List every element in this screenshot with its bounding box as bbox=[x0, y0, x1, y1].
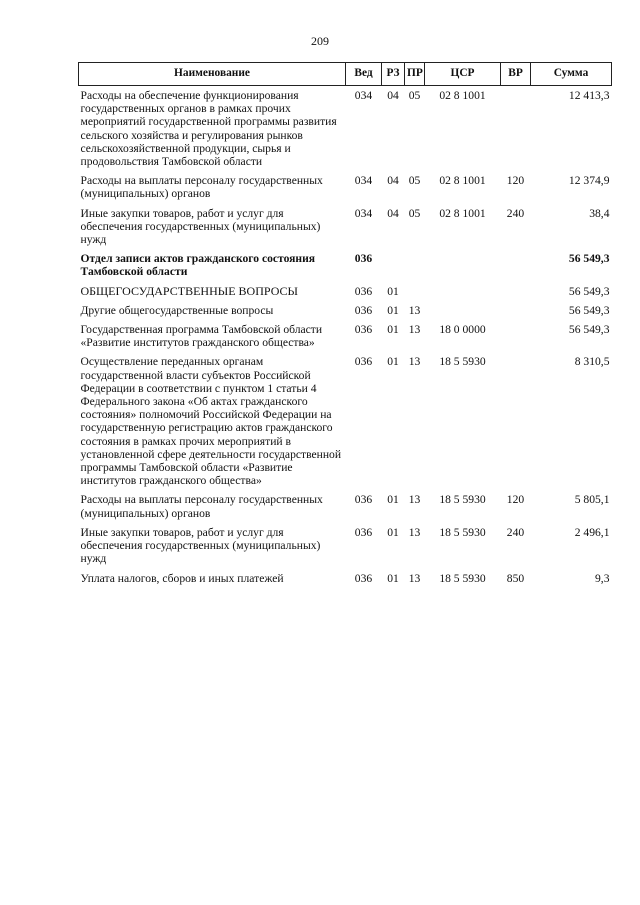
row-rz: 01 bbox=[387, 493, 399, 507]
table-row bbox=[79, 282, 612, 301]
row-name: Отдел записи актов гражданского состояния Тамбовской области bbox=[80, 252, 316, 279]
row-ved: 036 bbox=[354, 493, 373, 507]
header-name: Наименование bbox=[79, 63, 346, 86]
row-ved: 034 bbox=[354, 89, 373, 102]
row-csr bbox=[425, 249, 501, 281]
table-row bbox=[79, 301, 612, 320]
row-name: Расходы на выплаты персоналу государственных (муниципальных) органов bbox=[80, 493, 323, 520]
row-sum: 12 374,9 bbox=[568, 174, 610, 188]
row-pr: 05 bbox=[408, 174, 421, 188]
table-header-row bbox=[79, 63, 612, 86]
header-rz: РЗ bbox=[382, 63, 405, 86]
row-sum: 56 549,3 bbox=[568, 323, 610, 337]
row-name: Расходы на выплаты персоналу государственных (муниципальных) органов bbox=[80, 174, 323, 201]
row-pr: 05 bbox=[408, 89, 421, 102]
header-sum: Сумма bbox=[531, 63, 612, 86]
row-pr: 13 bbox=[408, 303, 421, 317]
row-name: Иные закупки товаров, работ и услуг для обеспечения государственных (муниципальных) нужд bbox=[80, 525, 321, 566]
row-ved: 036 bbox=[354, 303, 373, 317]
row-sum: 9,3 bbox=[595, 571, 610, 585]
row-pr: 13 bbox=[408, 571, 421, 585]
row-rz: 04 bbox=[387, 174, 399, 188]
row-rz: 01 bbox=[387, 323, 399, 337]
row-name: ОБЩЕГОСУДАРСТВЕННЫЕ ВОПРОСЫ bbox=[80, 283, 298, 298]
row-rz bbox=[382, 249, 405, 281]
row-vr bbox=[501, 352, 531, 490]
row-rz: 01 bbox=[387, 571, 399, 585]
row-csr: 02 8 1001 bbox=[439, 174, 486, 188]
table-row bbox=[79, 86, 612, 172]
row-rz: 01 bbox=[387, 303, 399, 317]
row-rz: 01 bbox=[387, 284, 399, 298]
row-vr: 240 bbox=[506, 206, 525, 220]
row-name: Иные закупки товаров, работ и услуг для обеспечения государственных (муниципальных) нужд bbox=[80, 206, 321, 247]
row-csr: 18 0 0000 bbox=[439, 323, 486, 337]
row-pr: 05 bbox=[408, 206, 421, 220]
row-pr: 13 bbox=[408, 323, 421, 337]
header-csr: ЦСР bbox=[425, 63, 501, 86]
row-ved: 036 bbox=[354, 355, 373, 369]
row-vr: 850 bbox=[506, 571, 525, 585]
header-pr: ПР bbox=[405, 63, 425, 86]
row-csr: 18 5 5930 bbox=[439, 493, 486, 507]
budget-table bbox=[78, 62, 612, 588]
row-csr bbox=[425, 301, 501, 320]
row-vr bbox=[501, 282, 531, 301]
page-number: 209 bbox=[311, 34, 329, 48]
row-csr: 18 5 5930 bbox=[439, 571, 486, 585]
row-rz: 01 bbox=[387, 525, 399, 539]
row-ved: 034 bbox=[354, 206, 373, 220]
row-ved: 036 bbox=[354, 571, 373, 585]
row-csr bbox=[425, 282, 501, 301]
table-row bbox=[79, 569, 612, 588]
row-pr: 13 bbox=[408, 493, 421, 507]
row-ved: 034 bbox=[354, 174, 373, 188]
row-vr: 120 bbox=[506, 493, 525, 507]
row-csr: 02 8 1001 bbox=[439, 206, 486, 220]
row-csr: 18 5 5930 bbox=[439, 355, 486, 369]
row-pr bbox=[405, 249, 425, 281]
row-ved: 036 bbox=[354, 323, 373, 337]
row-vr bbox=[501, 301, 531, 320]
row-sum: 38,4 bbox=[589, 206, 610, 220]
row-sum: 5 805,1 bbox=[574, 493, 610, 507]
row-rz: 04 bbox=[387, 206, 399, 220]
row-vr bbox=[501, 86, 531, 172]
table-row bbox=[79, 320, 612, 352]
row-vr: 120 bbox=[506, 174, 525, 188]
row-sum: 56 549,3 bbox=[568, 284, 610, 298]
row-pr bbox=[405, 282, 425, 301]
row-name: Расходы на обеспечение функционирования государственных органов в рамках прочих мероприятий государственной программы развития сельского хозяйства и регулирования рынков сельскохозяйственной продукции, сырья и продовольствия Тамбовской области bbox=[80, 89, 337, 169]
row-sum: 8 310,5 bbox=[574, 355, 610, 369]
table-row bbox=[79, 204, 612, 250]
row-vr bbox=[501, 320, 531, 352]
row-name: Осуществление переданных органам государственной власти субъектов Российской Федерации в соответствии с пунктом 1 статьи 4 Федерального закона «Об актах гражданского состояния» полномочий Российской Федерации на государственную регистрацию актов гражданского состояния в рамках прочих мероприятий в установленной сфере деятельности государственной программы Тамбовской области «Развитие институтов гражданского общества» bbox=[80, 355, 342, 488]
row-vr bbox=[501, 249, 531, 281]
row-sum: 12 413,3 bbox=[568, 89, 610, 102]
row-name: Государственная программа Тамбовской области «Развитие институтов гражданского общества» bbox=[80, 323, 323, 350]
row-vr: 240 bbox=[506, 525, 525, 539]
row-pr: 13 bbox=[408, 525, 421, 539]
row-name: Другие общегосударственные вопросы bbox=[80, 303, 274, 317]
table-row bbox=[79, 171, 612, 203]
table-row bbox=[79, 490, 612, 522]
table-row bbox=[79, 523, 612, 569]
row-sum: 56 549,3 bbox=[568, 252, 610, 266]
row-pr: 13 bbox=[408, 355, 421, 369]
row-ved: 036 bbox=[354, 525, 373, 539]
header-vr: ВР bbox=[501, 63, 531, 86]
row-sum: 2 496,1 bbox=[574, 525, 610, 539]
table-row bbox=[79, 249, 612, 281]
row-ved: 036 bbox=[354, 252, 373, 266]
row-csr: 02 8 1001 bbox=[439, 89, 486, 102]
table-row bbox=[79, 352, 612, 490]
row-rz: 01 bbox=[387, 355, 399, 369]
row-ved: 036 bbox=[354, 284, 373, 298]
row-sum: 56 549,3 bbox=[568, 303, 610, 317]
header-ved: Вед bbox=[346, 63, 382, 86]
row-csr: 18 5 5930 bbox=[439, 525, 486, 539]
row-rz: 04 bbox=[387, 89, 399, 102]
row-name: Уплата налогов, сборов и иных платежей bbox=[80, 571, 284, 585]
